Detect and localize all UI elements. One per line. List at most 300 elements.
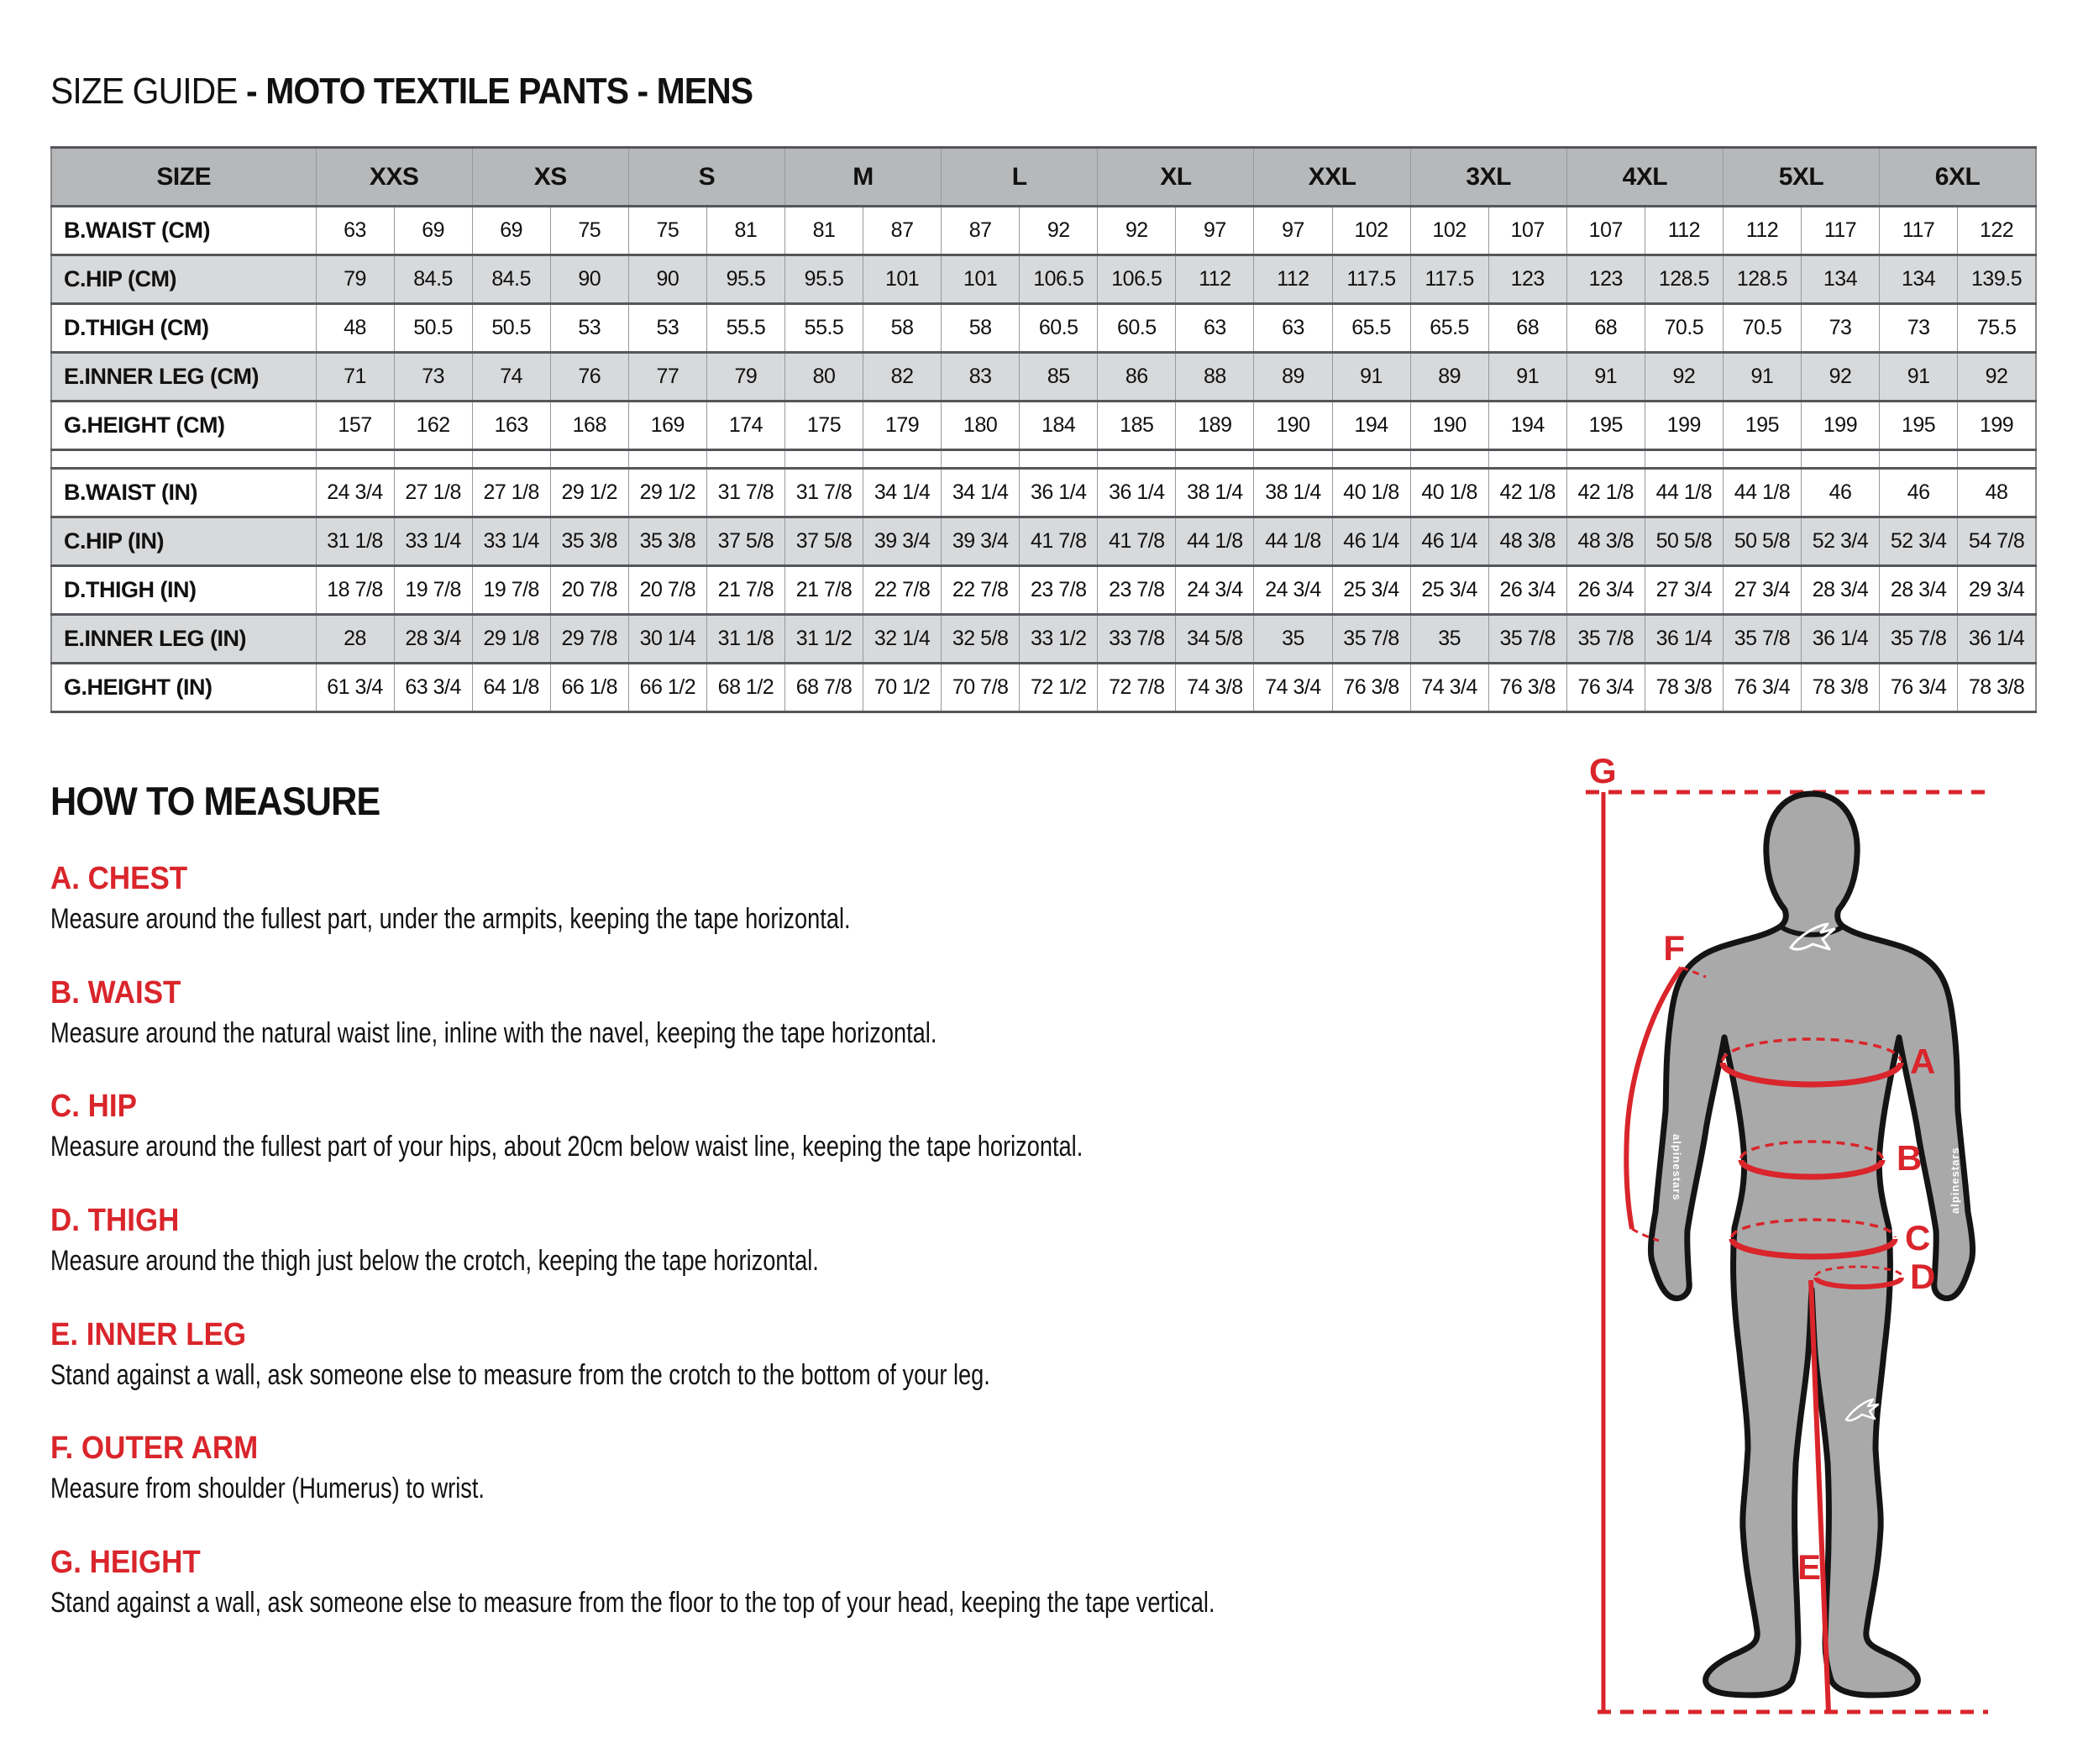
size-column-header: 4XL [1566, 148, 1723, 207]
measure-section [50, 1546, 1529, 1619]
alpinestars-right-sleeve-text: alpinestars [1949, 1147, 1961, 1214]
size-value-cell: 91 [1880, 353, 1958, 402]
size-value-cell: 117 [1880, 207, 1958, 255]
spacer-cell [784, 450, 863, 469]
size-value-cell: 63 [1254, 304, 1332, 353]
spacer-cell [1566, 450, 1645, 469]
size-value-cell: 76 [550, 353, 628, 402]
size-value-cell: 107 [1488, 207, 1566, 255]
size-value-cell: 42 1/8 [1488, 469, 1566, 517]
size-column-header: 3XL [1410, 148, 1566, 207]
spacer-cell [942, 450, 1020, 469]
size-column-header: L [942, 148, 1098, 207]
size-value-cell: 92 [1801, 353, 1879, 402]
size-value-cell: 30 1/4 [628, 615, 706, 664]
size-value-cell: 199 [1801, 402, 1879, 450]
size-value-cell: 46 [1880, 469, 1958, 517]
size-value-cell: 31 1/8 [706, 615, 784, 664]
size-value-cell: 123 [1488, 255, 1566, 304]
size-value-cell: 38 1/4 [1176, 469, 1254, 517]
size-value-cell: 92 [1020, 207, 1098, 255]
alpinestars-left-sleeve-text: alpinestars [1671, 1134, 1683, 1201]
measure-section-text: Stand against a wall, ask someone else to measure from the floor to the top of your head, keeping the tape vertical. [50, 1587, 1215, 1620]
diagram-label-g: G [1589, 751, 1617, 790]
spacer-cell [863, 450, 942, 469]
size-value-cell: 36 1/4 [1020, 469, 1098, 517]
size-value-cell: 26 3/4 [1488, 566, 1566, 615]
size-value-cell: 63 3/4 [394, 664, 472, 712]
size-value-cell: 87 [942, 207, 1020, 255]
size-value-cell: 32 1/4 [863, 615, 942, 664]
size-value-cell: 31 7/8 [706, 469, 784, 517]
size-value-cell: 101 [942, 255, 1020, 304]
size-value-cell: 184 [1020, 402, 1098, 450]
size-value-cell: 139.5 [1958, 255, 2036, 304]
size-value-cell: 32 5/8 [942, 615, 1020, 664]
size-value-cell: 27 3/4 [1723, 566, 1801, 615]
size-value-cell: 92 [1645, 353, 1723, 402]
size-value-cell: 92 [1098, 207, 1176, 255]
size-value-cell: 69 [394, 207, 472, 255]
size-value-cell: 65.5 [1332, 304, 1410, 353]
size-value-cell: 189 [1176, 402, 1254, 450]
size-value-cell: 70.5 [1723, 304, 1801, 353]
size-value-cell: 52 3/4 [1880, 517, 1958, 566]
size-value-cell: 66 1/2 [628, 664, 706, 712]
size-value-cell: 70.5 [1645, 304, 1723, 353]
size-value-cell: 40 1/8 [1332, 469, 1410, 517]
size-value-cell: 31 1/2 [784, 615, 863, 664]
size-value-cell: 79 [706, 353, 784, 402]
size-value-cell: 37 5/8 [784, 517, 863, 566]
size-value-cell: 48 3/8 [1566, 517, 1645, 566]
size-value-cell: 74 3/4 [1254, 664, 1332, 712]
size-value-cell: 34 1/4 [863, 469, 942, 517]
size-value-cell: 39 3/4 [942, 517, 1020, 566]
size-value-cell: 33 7/8 [1098, 615, 1176, 664]
measure-section [50, 1090, 1529, 1163]
size-value-cell: 180 [942, 402, 1020, 450]
size-value-cell: 74 3/4 [1410, 664, 1488, 712]
size-value-cell: 23 7/8 [1098, 566, 1176, 615]
size-value-cell: 50 5/8 [1645, 517, 1723, 566]
size-value-cell: 122 [1958, 207, 2036, 255]
size-value-cell: 89 [1254, 353, 1332, 402]
size-value-cell: 66 1/8 [550, 664, 628, 712]
spacer-cell [1254, 450, 1332, 469]
size-value-cell: 112 [1254, 255, 1332, 304]
size-value-cell: 23 7/8 [1020, 566, 1098, 615]
size-value-cell: 34 5/8 [1176, 615, 1254, 664]
measure-section-text: Measure around the fullest part of your hips, about 20cm below waist line, keeping the tape horizontal. [50, 1131, 1083, 1163]
size-value-cell: 134 [1880, 255, 1958, 304]
spacer-cell [394, 450, 472, 469]
spacer-cell [550, 450, 628, 469]
size-value-cell: 21 7/8 [784, 566, 863, 615]
size-value-cell: 36 1/4 [1958, 615, 2036, 664]
size-value-cell: 179 [863, 402, 942, 450]
size-value-cell: 84.5 [472, 255, 550, 304]
size-value-cell: 69 [472, 207, 550, 255]
diagram-label-f: F [1663, 928, 1685, 968]
size-value-cell: 44 1/8 [1176, 517, 1254, 566]
size-value-cell: 117.5 [1332, 255, 1410, 304]
size-value-cell: 106.5 [1098, 255, 1176, 304]
how-to-measure-section [50, 781, 1529, 1661]
size-value-cell: 41 7/8 [1098, 517, 1176, 566]
size-value-cell: 37 5/8 [706, 517, 784, 566]
size-value-cell: 81 [706, 207, 784, 255]
size-value-cell: 68 [1488, 304, 1566, 353]
size-value-cell: 60.5 [1020, 304, 1098, 353]
size-value-cell: 194 [1488, 402, 1566, 450]
size-value-cell: 74 [472, 353, 550, 402]
size-value-cell: 71 [316, 353, 394, 402]
size-value-cell: 128.5 [1723, 255, 1801, 304]
spacer-cell [1645, 450, 1723, 469]
size-table-header-row [51, 148, 2036, 207]
size-value-cell: 27 1/8 [394, 469, 472, 517]
measurement-row [51, 517, 2036, 566]
size-value-cell: 81 [784, 207, 863, 255]
size-value-cell: 35 7/8 [1566, 615, 1645, 664]
size-value-cell: 25 3/4 [1332, 566, 1410, 615]
row-label: G.HEIGHT (IN) [51, 664, 316, 712]
size-value-cell: 63 [316, 207, 394, 255]
size-value-cell: 76 3/8 [1488, 664, 1566, 712]
diagram-label-e: E [1797, 1547, 1821, 1587]
size-value-cell: 25 3/4 [1410, 566, 1488, 615]
size-value-cell: 22 7/8 [942, 566, 1020, 615]
size-value-cell: 162 [394, 402, 472, 450]
measure-section-title: C. HIP [50, 1089, 137, 1125]
size-column-header: XXS [316, 148, 472, 207]
size-value-cell: 53 [550, 304, 628, 353]
row-label: D.THIGH (CM) [51, 304, 316, 353]
size-value-cell: 123 [1566, 255, 1645, 304]
measurement-row [51, 255, 2036, 304]
size-value-cell: 31 7/8 [784, 469, 863, 517]
size-value-cell: 79 [316, 255, 394, 304]
spacer-cell [1958, 450, 2036, 469]
size-value-cell: 75 [628, 207, 706, 255]
size-value-cell: 190 [1254, 402, 1332, 450]
size-value-cell: 86 [1098, 353, 1176, 402]
measurement-row [51, 304, 2036, 353]
size-value-cell: 21 7/8 [706, 566, 784, 615]
size-value-cell: 76 3/4 [1723, 664, 1801, 712]
size-value-cell: 19 7/8 [394, 566, 472, 615]
size-value-cell: 27 3/4 [1645, 566, 1723, 615]
spacer-cell [1880, 450, 1958, 469]
diagram-label-a: A [1910, 1042, 1936, 1081]
size-value-cell: 91 [1332, 353, 1410, 402]
size-value-cell: 41 7/8 [1020, 517, 1098, 566]
size-value-cell: 112 [1176, 255, 1254, 304]
size-value-cell: 20 7/8 [550, 566, 628, 615]
size-value-cell: 89 [1410, 353, 1488, 402]
size-value-cell: 175 [784, 402, 863, 450]
size-value-cell: 27 1/8 [472, 469, 550, 517]
size-value-cell: 73 [1880, 304, 1958, 353]
size-value-cell: 83 [942, 353, 1020, 402]
size-value-cell: 29 1/8 [472, 615, 550, 664]
how-to-measure-heading: HOW TO MEASURE [50, 779, 380, 823]
spacer-cell [1723, 450, 1801, 469]
size-value-cell: 107 [1566, 207, 1645, 255]
size-value-cell: 68 [1566, 304, 1645, 353]
size-value-cell: 117.5 [1410, 255, 1488, 304]
size-value-cell: 40 1/8 [1410, 469, 1488, 517]
size-value-cell: 194 [1332, 402, 1410, 450]
spacer-cell [1801, 450, 1879, 469]
measure-section-title: G. HEIGHT [50, 1545, 201, 1581]
size-value-cell: 29 3/4 [1958, 566, 2036, 615]
size-value-cell: 65.5 [1410, 304, 1488, 353]
spacer-cell [1488, 450, 1566, 469]
measure-section [50, 863, 1529, 935]
size-value-cell: 28 [316, 615, 394, 664]
size-value-cell: 26 3/4 [1566, 566, 1645, 615]
measure-section-text: Measure around the thigh just below the crotch, keeping the tape horizontal. [50, 1245, 819, 1278]
size-value-cell: 91 [1723, 353, 1801, 402]
size-value-cell: 78 3/8 [1645, 664, 1723, 712]
size-value-cell: 58 [863, 304, 942, 353]
size-table-head [51, 148, 2036, 207]
size-value-cell: 52 3/4 [1801, 517, 1879, 566]
row-label: D.THIGH (IN) [51, 566, 316, 615]
measure-section-text: Measure from shoulder (Humerus) to wrist. [50, 1473, 485, 1505]
size-value-cell: 73 [394, 353, 472, 402]
size-value-cell: 91 [1488, 353, 1566, 402]
row-label: B.WAIST (IN) [51, 469, 316, 517]
size-value-cell: 91 [1566, 353, 1645, 402]
size-value-cell: 35 7/8 [1488, 615, 1566, 664]
spacer-cell [1098, 450, 1176, 469]
size-value-cell: 42 1/8 [1566, 469, 1645, 517]
size-value-cell: 95.5 [706, 255, 784, 304]
size-value-cell: 75 [550, 207, 628, 255]
size-value-cell: 195 [1880, 402, 1958, 450]
measurement-diagram [1579, 748, 2049, 1735]
spacer-cell [1410, 450, 1488, 469]
size-value-cell: 72 1/2 [1020, 664, 1098, 712]
size-value-cell: 84.5 [394, 255, 472, 304]
size-column-header: XXL [1254, 148, 1410, 207]
size-value-cell: 134 [1801, 255, 1879, 304]
size-value-cell: 44 1/8 [1254, 517, 1332, 566]
size-value-cell: 58 [942, 304, 1020, 353]
size-value-cell: 50.5 [472, 304, 550, 353]
measure-section-title: A. CHEST [50, 861, 188, 896]
size-value-cell: 88 [1176, 353, 1254, 402]
size-value-cell: 102 [1332, 207, 1410, 255]
size-value-cell: 76 3/8 [1332, 664, 1410, 712]
size-value-cell: 102 [1410, 207, 1488, 255]
size-value-cell: 44 1/8 [1723, 469, 1801, 517]
size-value-cell: 35 7/8 [1880, 615, 1958, 664]
size-value-cell: 29 1/2 [628, 469, 706, 517]
size-value-cell: 46 1/4 [1410, 517, 1488, 566]
measurement-row [51, 664, 2036, 712]
size-value-cell: 48 [316, 304, 394, 353]
measure-section-title: E. INNER LEG [50, 1316, 247, 1352]
spacer-cell [1332, 450, 1410, 469]
size-value-cell: 157 [316, 402, 394, 450]
size-value-cell: 61 3/4 [316, 664, 394, 712]
size-value-cell: 70 7/8 [942, 664, 1020, 712]
measurement-row [51, 615, 2036, 664]
size-value-cell: 78 3/8 [1801, 664, 1879, 712]
size-value-cell: 33 1/4 [472, 517, 550, 566]
measure-section-text: Measure around the natural waist line, inline with the navel, keeping the tape horizontal. [50, 1016, 937, 1049]
measure-section [50, 1316, 1529, 1391]
size-value-cell: 77 [628, 353, 706, 402]
size-value-cell: 20 7/8 [628, 566, 706, 615]
size-value-cell: 64 1/8 [472, 664, 550, 712]
size-value-cell: 73 [1801, 304, 1879, 353]
size-value-cell: 80 [784, 353, 863, 402]
row-label: C.HIP (CM) [51, 255, 316, 304]
size-value-cell: 195 [1566, 402, 1645, 450]
spacer-cell [1176, 450, 1254, 469]
measure-section [50, 974, 1529, 1049]
row-label: B.WAIST (CM) [51, 207, 316, 255]
spacer-cell [316, 450, 394, 469]
size-value-cell: 53 [628, 304, 706, 353]
size-value-cell: 117 [1801, 207, 1879, 255]
page-title-bold: - MOTO TEXTILE PANTS - MENS [246, 71, 753, 112]
size-value-cell: 39 3/4 [863, 517, 942, 566]
size-value-cell: 28 3/4 [1880, 566, 1958, 615]
size-value-cell: 35 3/8 [550, 517, 628, 566]
size-value-cell: 24 3/4 [316, 469, 394, 517]
diagram-label-b: B [1897, 1138, 1923, 1178]
size-value-cell: 87 [863, 207, 942, 255]
measure-section-text: Stand against a wall, ask someone else to measure from the crotch to the bottom of your leg. [50, 1358, 990, 1391]
size-value-cell: 55.5 [706, 304, 784, 353]
size-value-cell: 35 7/8 [1332, 615, 1410, 664]
size-value-cell: 35 3/8 [628, 517, 706, 566]
size-value-cell: 74 3/8 [1176, 664, 1254, 712]
measure-section [50, 1432, 1529, 1504]
spacer-cell [51, 450, 316, 469]
size-value-cell: 36 1/4 [1098, 469, 1176, 517]
size-value-cell: 195 [1723, 402, 1801, 450]
size-value-cell: 70 1/2 [863, 664, 942, 712]
size-value-cell: 82 [863, 353, 942, 402]
size-value-cell: 36 1/4 [1801, 615, 1879, 664]
size-value-cell: 68 7/8 [784, 664, 863, 712]
size-value-cell: 19 7/8 [472, 566, 550, 615]
size-value-cell: 29 7/8 [550, 615, 628, 664]
size-column-header: 6XL [1880, 148, 2036, 207]
size-table-body [51, 207, 2036, 712]
table-spacer-row [51, 450, 2036, 469]
measurement-row [51, 469, 2036, 517]
size-value-cell: 29 1/2 [550, 469, 628, 517]
size-value-cell: 24 3/4 [1254, 566, 1332, 615]
size-value-cell: 18 7/8 [316, 566, 394, 615]
size-value-cell: 101 [863, 255, 942, 304]
size-value-cell: 97 [1254, 207, 1332, 255]
size-value-cell: 38 1/4 [1254, 469, 1332, 517]
size-value-cell: 174 [706, 402, 784, 450]
size-value-cell: 60.5 [1098, 304, 1176, 353]
size-column-header: 5XL [1723, 148, 1879, 207]
size-value-cell: 50 5/8 [1723, 517, 1801, 566]
row-label: E.INNER LEG (IN) [51, 615, 316, 664]
size-value-cell: 31 1/8 [316, 517, 394, 566]
size-column-header: S [628, 148, 784, 207]
size-value-cell: 199 [1645, 402, 1723, 450]
size-value-cell: 36 1/4 [1645, 615, 1723, 664]
size-value-cell: 54 7/8 [1958, 517, 2036, 566]
size-value-cell: 48 [1958, 469, 2036, 517]
size-value-cell: 168 [550, 402, 628, 450]
measurement-row [51, 207, 2036, 255]
size-column-header: XL [1098, 148, 1254, 207]
measure-section [50, 1205, 1529, 1277]
size-value-cell: 33 1/2 [1020, 615, 1098, 664]
size-value-cell: 76 3/4 [1566, 664, 1645, 712]
measure-section-title: D. THIGH [50, 1203, 180, 1239]
size-value-cell: 48 3/8 [1488, 517, 1566, 566]
page-title [50, 71, 753, 113]
size-column-header: M [784, 148, 941, 207]
size-table [50, 146, 2037, 713]
measure-section-title: B. WAIST [50, 974, 181, 1011]
size-column-header: XS [472, 148, 628, 207]
size-value-cell: 28 3/4 [1801, 566, 1879, 615]
page-title-regular: SIZE GUIDE [50, 71, 247, 112]
measurement-row [51, 402, 2036, 450]
size-value-cell: 112 [1723, 207, 1801, 255]
spacer-cell [1020, 450, 1098, 469]
row-label: E.INNER LEG (CM) [51, 353, 316, 402]
spacer-cell [472, 450, 550, 469]
size-value-cell: 22 7/8 [863, 566, 942, 615]
size-value-cell: 24 3/4 [1176, 566, 1254, 615]
size-value-cell: 128.5 [1645, 255, 1723, 304]
size-value-cell: 190 [1410, 402, 1488, 450]
size-value-cell: 35 [1254, 615, 1332, 664]
size-value-cell: 28 3/4 [394, 615, 472, 664]
diagram-label-c: C [1905, 1218, 1931, 1257]
measurement-row [51, 566, 2036, 615]
size-value-cell: 169 [628, 402, 706, 450]
measure-section-text: Measure around the fullest part, under the armpits, keeping the tape horizontal. [50, 903, 851, 935]
size-value-cell: 78 3/8 [1958, 664, 2036, 712]
size-value-cell: 90 [550, 255, 628, 304]
size-value-cell: 106.5 [1020, 255, 1098, 304]
size-value-cell: 46 [1801, 469, 1879, 517]
size-corner-header: SIZE [51, 148, 316, 207]
size-value-cell: 68 1/2 [706, 664, 784, 712]
size-value-cell: 75.5 [1958, 304, 2036, 353]
diagram-label-d: D [1910, 1257, 1936, 1296]
size-value-cell: 44 1/8 [1645, 469, 1723, 517]
size-value-cell: 35 7/8 [1723, 615, 1801, 664]
how-to-measure-list [50, 863, 1529, 1619]
size-value-cell: 163 [472, 402, 550, 450]
size-value-cell: 33 1/4 [394, 517, 472, 566]
size-value-cell: 50.5 [394, 304, 472, 353]
size-value-cell: 112 [1645, 207, 1723, 255]
row-label: C.HIP (IN) [51, 517, 316, 566]
size-value-cell: 76 3/4 [1880, 664, 1958, 712]
spacer-cell [628, 450, 706, 469]
